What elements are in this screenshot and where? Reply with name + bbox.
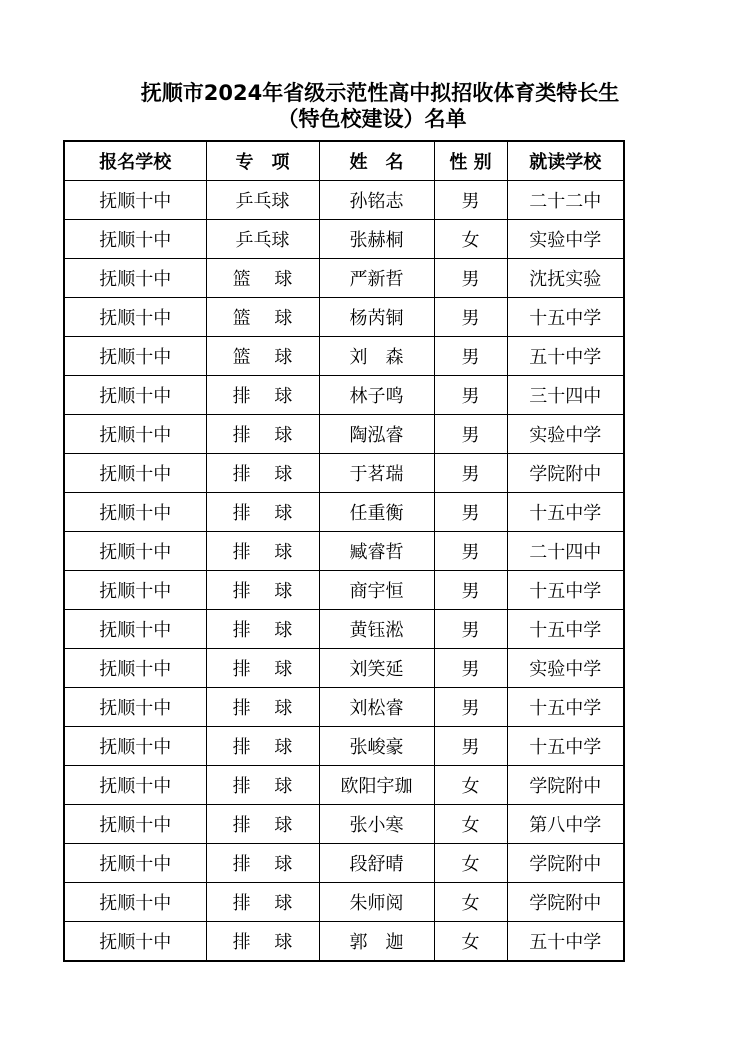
cell-registration-school: 抚顺十中 — [64, 259, 206, 298]
cell-student-name: 张峻豪 — [319, 727, 434, 766]
cell-registration-school: 抚顺十中 — [64, 610, 206, 649]
cell-current-school: 沈抚实验 — [507, 259, 624, 298]
cell-student-name: 陶泓睿 — [319, 415, 434, 454]
cell-sport: 排 球 — [206, 727, 319, 766]
cell-student-name: 孙铭志 — [319, 181, 434, 220]
cell-gender: 男 — [434, 337, 507, 376]
table-row — [64, 454, 624, 493]
cell-sport: 排 球 — [206, 649, 319, 688]
cell-registration-school: 抚顺十中 — [64, 922, 206, 962]
cell-current-school: 学院附中 — [507, 454, 624, 493]
cell-gender: 男 — [434, 259, 507, 298]
cell-registration-school: 抚顺十中 — [64, 532, 206, 571]
cell-gender: 女 — [434, 220, 507, 259]
cell-sport: 排 球 — [206, 844, 319, 883]
cell-gender: 男 — [434, 454, 507, 493]
cell-registration-school: 抚顺十中 — [64, 688, 206, 727]
table-row — [64, 688, 624, 727]
cell-current-school: 学院附中 — [507, 844, 624, 883]
cell-current-school: 第八中学 — [507, 805, 624, 844]
cell-gender: 男 — [434, 376, 507, 415]
cell-current-school: 实验中学 — [507, 220, 624, 259]
table-row — [64, 766, 624, 805]
cell-student-name: 张小寒 — [319, 805, 434, 844]
header-registration-school: 报名学校 — [64, 141, 206, 181]
header-gender: 性 别 — [434, 141, 507, 181]
cell-student-name: 严新哲 — [319, 259, 434, 298]
cell-sport: 排 球 — [206, 376, 319, 415]
table-row — [64, 649, 624, 688]
cell-sport: 乒乓球 — [206, 181, 319, 220]
cell-sport: 排 球 — [206, 922, 319, 962]
cell-registration-school: 抚顺十中 — [64, 337, 206, 376]
cell-registration-school: 抚顺十中 — [64, 649, 206, 688]
cell-student-name: 商宇恒 — [319, 571, 434, 610]
cell-gender: 男 — [434, 415, 507, 454]
cell-gender: 男 — [434, 649, 507, 688]
cell-sport: 排 球 — [206, 454, 319, 493]
cell-sport: 排 球 — [206, 766, 319, 805]
table-row — [64, 805, 624, 844]
cell-gender: 女 — [434, 766, 507, 805]
table-row — [64, 571, 624, 610]
cell-gender: 男 — [434, 181, 507, 220]
cell-student-name: 杨芮铜 — [319, 298, 434, 337]
cell-student-name: 欧阳宇珈 — [319, 766, 434, 805]
cell-gender: 女 — [434, 922, 507, 962]
cell-student-name: 刘笑延 — [319, 649, 434, 688]
table-row — [64, 376, 624, 415]
cell-student-name: 林子鸣 — [319, 376, 434, 415]
cell-student-name: 郭 迦 — [319, 922, 434, 962]
cell-current-school: 二十二中 — [507, 181, 624, 220]
cell-registration-school: 抚顺十中 — [64, 727, 206, 766]
cell-gender: 男 — [434, 493, 507, 532]
cell-registration-school: 抚顺十中 — [64, 805, 206, 844]
table-row — [64, 727, 624, 766]
cell-current-school: 学院附中 — [507, 766, 624, 805]
cell-sport: 排 球 — [206, 610, 319, 649]
table-row — [64, 493, 624, 532]
cell-sport: 篮 球 — [206, 298, 319, 337]
cell-registration-school: 抚顺十中 — [64, 220, 206, 259]
cell-registration-school: 抚顺十中 — [64, 376, 206, 415]
cell-sport: 排 球 — [206, 415, 319, 454]
cell-student-name: 张赫桐 — [319, 220, 434, 259]
cell-student-name: 刘松睿 — [319, 688, 434, 727]
table-row — [64, 883, 624, 922]
cell-sport: 篮 球 — [206, 337, 319, 376]
cell-current-school: 十五中学 — [507, 610, 624, 649]
cell-gender: 女 — [434, 805, 507, 844]
cell-sport: 排 球 — [206, 805, 319, 844]
cell-sport: 排 球 — [206, 493, 319, 532]
cell-current-school: 五十中学 — [507, 922, 624, 962]
cell-student-name: 黄钰淞 — [319, 610, 434, 649]
cell-gender: 女 — [434, 883, 507, 922]
cell-gender: 女 — [434, 844, 507, 883]
cell-sport: 排 球 — [206, 532, 319, 571]
table-row — [64, 259, 624, 298]
cell-gender: 男 — [434, 610, 507, 649]
document-subtitle: （特色校建设）名单 — [277, 107, 467, 131]
cell-sport: 排 球 — [206, 688, 319, 727]
header-name: 姓 名 — [319, 141, 434, 181]
cell-gender: 男 — [434, 532, 507, 571]
cell-registration-school: 抚顺十中 — [64, 571, 206, 610]
cell-student-name: 朱师阅 — [319, 883, 434, 922]
header-sport: 专 项 — [206, 141, 319, 181]
table-row — [64, 844, 624, 883]
cell-current-school: 三十四中 — [507, 376, 624, 415]
cell-registration-school: 抚顺十中 — [64, 181, 206, 220]
cell-registration-school: 抚顺十中 — [64, 454, 206, 493]
cell-registration-school: 抚顺十中 — [64, 298, 206, 337]
table-row — [64, 610, 624, 649]
cell-current-school: 五十中学 — [507, 337, 624, 376]
cell-student-name: 刘 森 — [319, 337, 434, 376]
cell-registration-school: 抚顺十中 — [64, 766, 206, 805]
table-body — [64, 181, 624, 962]
cell-registration-school: 抚顺十中 — [64, 883, 206, 922]
table-row — [64, 337, 624, 376]
cell-sport: 排 球 — [206, 883, 319, 922]
table-row — [64, 220, 624, 259]
table-row — [64, 298, 624, 337]
cell-sport: 篮 球 — [206, 259, 319, 298]
cell-registration-school: 抚顺十中 — [64, 415, 206, 454]
header-current-school: 就读学校 — [507, 141, 624, 181]
cell-gender: 男 — [434, 688, 507, 727]
table-row — [64, 922, 624, 962]
cell-current-school: 学院附中 — [507, 883, 624, 922]
cell-student-name: 臧睿哲 — [319, 532, 434, 571]
cell-current-school: 十五中学 — [507, 727, 624, 766]
cell-student-name: 于茗瑞 — [319, 454, 434, 493]
cell-current-school: 实验中学 — [507, 649, 624, 688]
cell-current-school: 十五中学 — [507, 571, 624, 610]
cell-student-name: 段舒晴 — [319, 844, 434, 883]
table-row — [64, 181, 624, 220]
cell-gender: 男 — [434, 571, 507, 610]
cell-sport: 排 球 — [206, 571, 319, 610]
table-row — [64, 415, 624, 454]
cell-current-school: 十五中学 — [507, 493, 624, 532]
student-roster-table — [63, 140, 625, 962]
cell-current-school: 二十四中 — [507, 532, 624, 571]
cell-registration-school: 抚顺十中 — [64, 844, 206, 883]
table-row — [64, 532, 624, 571]
cell-current-school: 十五中学 — [507, 688, 624, 727]
cell-current-school: 实验中学 — [507, 415, 624, 454]
cell-registration-school: 抚顺十中 — [64, 493, 206, 532]
table-header-row — [64, 141, 624, 181]
cell-student-name: 任重衡 — [319, 493, 434, 532]
cell-gender: 男 — [434, 727, 507, 766]
cell-current-school: 十五中学 — [507, 298, 624, 337]
cell-gender: 男 — [434, 298, 507, 337]
document-title: 抚顺市2024年省级示范性高中拟招收体育类特长生 — [140, 81, 620, 105]
cell-sport: 乒乓球 — [206, 220, 319, 259]
